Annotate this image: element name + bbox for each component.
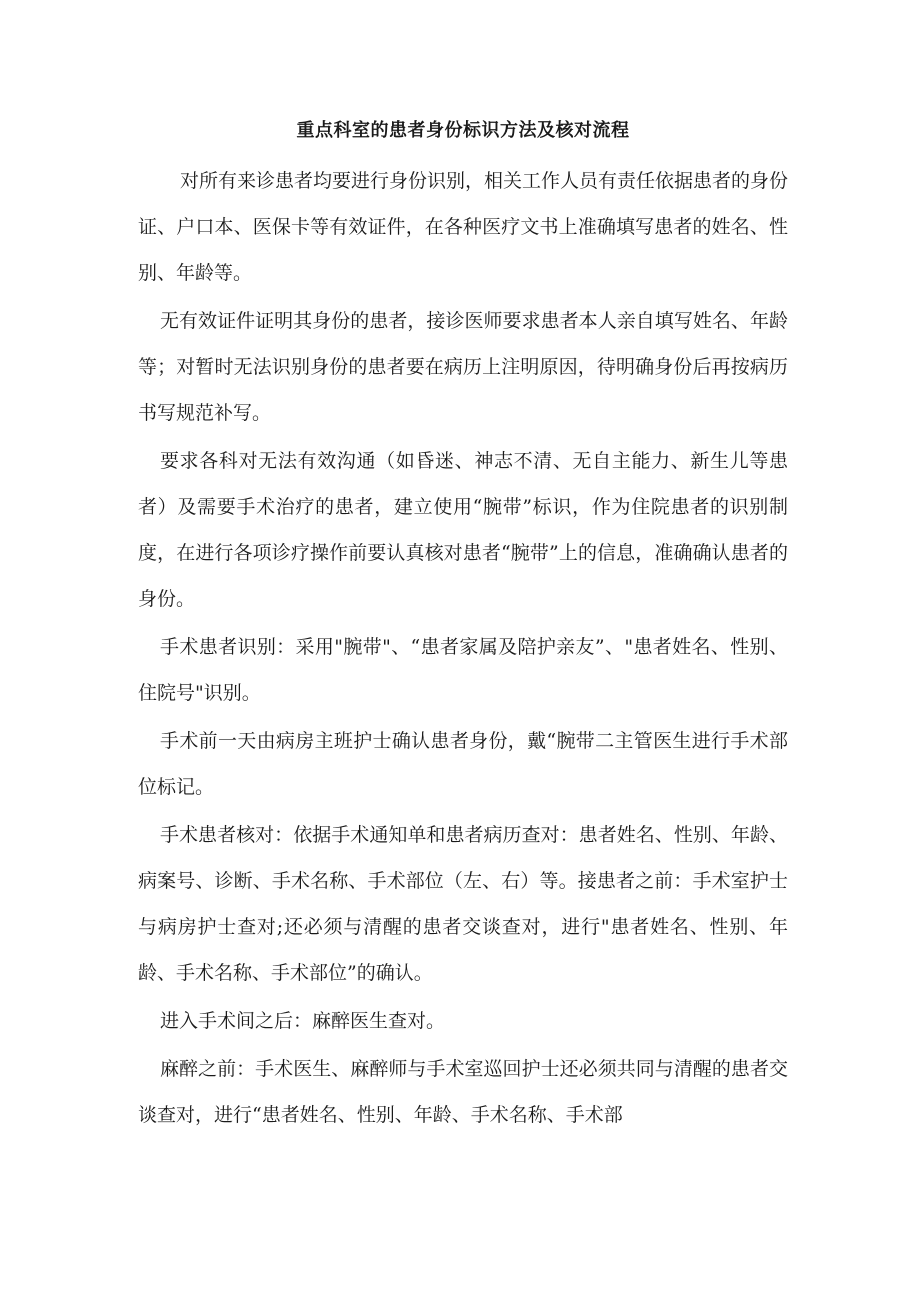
paragraph-enter-operating-room: 进入手术间之后：麻醉医生查对。	[160, 1010, 446, 1032]
paragraph-pre-surgery-day: 手术前一天由病房主班护士确认患者身份，戴“腕带二主管医生进行手术部位标记。	[138, 730, 788, 798]
paragraph-identification-requirement: 对所有来诊患者均要进行身份识别，相关工作人员有责任依据患者的身份证、户口本、医保卡等有效证件，在各种医疗文书上准确填写患者的姓名、性别、年龄等。	[138, 170, 789, 284]
paragraph-surgical-identification: 手术患者识别：采用"腕带"、“患者家属及陪护亲友”、"患者姓名、性别、住院号"识别。	[138, 636, 788, 704]
paragraph-surgical-verification: 手术患者核对：依据手术通知单和患者病历查对：患者姓名、性别、年龄、病案号、诊断、手术名称、手术部位（左、右）等。接患者之前：手术室护士与病房护士查对;还必须与清醒的患者交谈查对，进行"患者姓名、性别、年龄、手术名称、手术部位”的确认。	[138, 824, 788, 984]
paragraph-before-anesthesia: 麻醉之前：手术医生、麻醉师与手术室巡回护士还必须共同与清醒的患者交谈查对，进行“患者姓名、性别、年龄、手术名称、手术部	[138, 1058, 788, 1126]
paragraph-no-valid-id: 无有效证件证明其身份的患者，接诊医师要求患者本人亲自填写姓名、年龄等；对暂时无法识别身份的患者要在病历上注明原因，待明确身份后再按病历书写规范补写。	[138, 310, 788, 424]
document-title: 重点科室的患者身份标识方法及核对流程	[296, 120, 630, 141]
paragraph-wristband-system: 要求各科对无法有效沟通（如昏迷、神志不清、无自主能力、新生儿等患者）及需要手术治疗的患者，建立使用“腕带”标识，作为住院患者的识别制度，在进行各项诊疗操作前要认真核对患者“腕带”上的信息，准确确认患者的身份。	[138, 450, 788, 610]
